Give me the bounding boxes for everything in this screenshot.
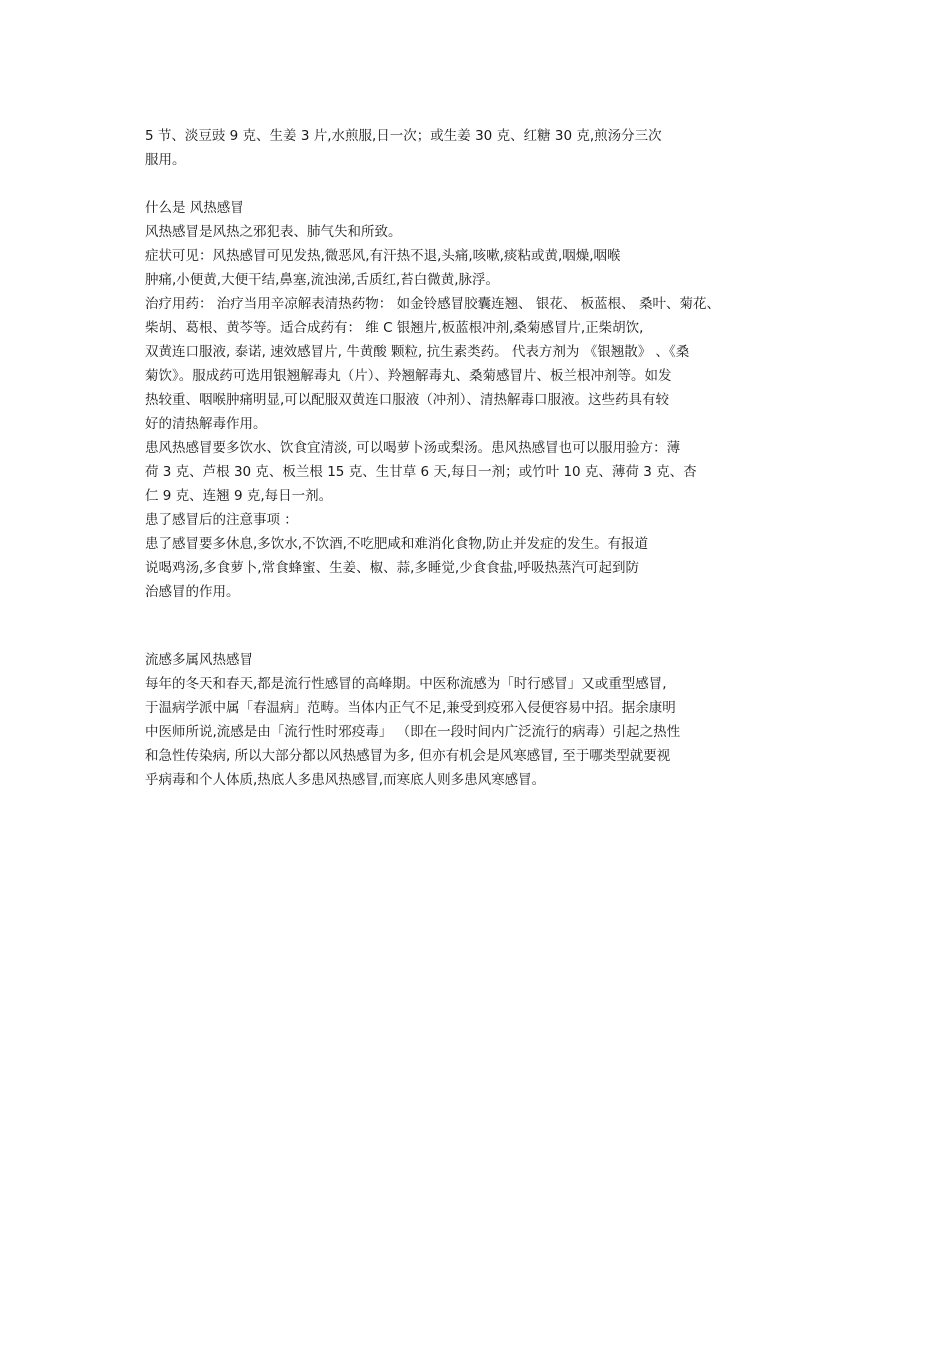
text-line: 柴胡、葛根、黄芩等。适合成药有： 维 C 银翘片,板蓝根冲剂,桑菊感冒片,正柴胡饮, (145, 320, 644, 336)
text-line: 热较重、咽喉肿痛明显,可以配服双黄连口服液（冲剂）、清热解毒口服液。这些药具有较 (145, 392, 670, 408)
spacer (145, 172, 805, 196)
section-influenza (145, 648, 805, 792)
text-line: 患风热感冒要多饮水、饮食宜清淡, 可以喝萝卜汤或梨汤。患风热感冒也可以服用验方：薄 (145, 440, 681, 456)
text-line: 仁 9 克、连翘 9 克,每日一剂。 (145, 488, 333, 504)
text-line: 患了感冒要多休息,多饮水,不饮酒,不吃肥咸和难消化食物,防止并发症的发生。有报道 (145, 536, 649, 552)
text-line: 5 节、淡豆豉 9 克、生姜 3 片,水煎服,日一次；或生姜 30 克、红糖 30 克,煎汤分三次 (145, 128, 662, 144)
text-line: 服用。 (145, 152, 186, 168)
text-line: 每年的冬天和春天,都是流行性感冒的高峰期。中医称流感为「时行感冒」又或重型感冒, (145, 676, 667, 692)
document-page (145, 124, 805, 792)
text-line: 风热感冒是风热之邪犯表、肺气失和所致。 (145, 224, 402, 240)
text-line: 治疗用药： 治疗当用辛凉解表清热药物： 如金铃感冒胶囊连翘、 银花、 板蓝根、 桑叶、菊花、 (145, 296, 720, 312)
text-line: 治感冒的作用。 (145, 584, 240, 600)
text-line: 菊饮》。服成药可选用银翘解毒丸（片）、羚翘解毒丸、桑菊感冒片、板兰根冲剂等。如发 (145, 368, 672, 384)
text-line: 好的清热解毒作用。 (145, 416, 267, 432)
section-wind-heat-cold (145, 196, 805, 604)
text-line: 患了感冒后的注意事项 ： (145, 512, 298, 528)
text-line: 乎病毒和个人体质,热底人多患风热感冒,而寒底人则多患风寒感冒。 (145, 772, 546, 788)
text-line: 于温病学派中属「春温病」范畴。当体内正气不足,兼受到疫邪入侵便容易中招。据余康明 (145, 700, 676, 716)
text-line: 症状可见：风热感冒可见发热,微恶风,有汗热不退,头痛,咳嗽,痰粘或黄,咽燥,咽喉 (145, 248, 621, 264)
text-line: 中医师所说,流感是由「流行性时邪疫毒」 （即在一段时间内广泛流行的病毒）引起之热性 (145, 724, 681, 740)
section-heading: 什么是 风热感冒 (145, 200, 244, 216)
section-heading: 流感多属风热感冒 (145, 652, 253, 668)
text-line: 荷 3 克、芦根 30 克、板兰根 15 克、生甘草 6 天,每日一剂；或竹叶 10 克、薄荷 3 克、杏 (145, 464, 697, 480)
section-ginger-remedy (145, 124, 805, 172)
text-line: 肿痛,小便黄,大便干结,鼻塞,流浊涕,舌质红,苔白微黄,脉浮。 (145, 272, 500, 288)
text-line: 和急性传染病, 所以大部分都以风热感冒为多, 但亦有机会是风寒感冒, 至于哪类型就要视 (145, 748, 671, 764)
spacer (145, 604, 805, 648)
text-line: 说喝鸡汤,多食萝卜,常食蜂蜜、生姜、椒、蒜,多睡觉,少食食盐,呼吸热蒸汽可起到防 (145, 560, 639, 576)
text-line: 双黄连口服液, 泰诺, 速效感冒片, 牛黄酸 颗粒, 抗生素类药。 代表方剂为 《银翘散》 、《桑 (145, 344, 690, 360)
